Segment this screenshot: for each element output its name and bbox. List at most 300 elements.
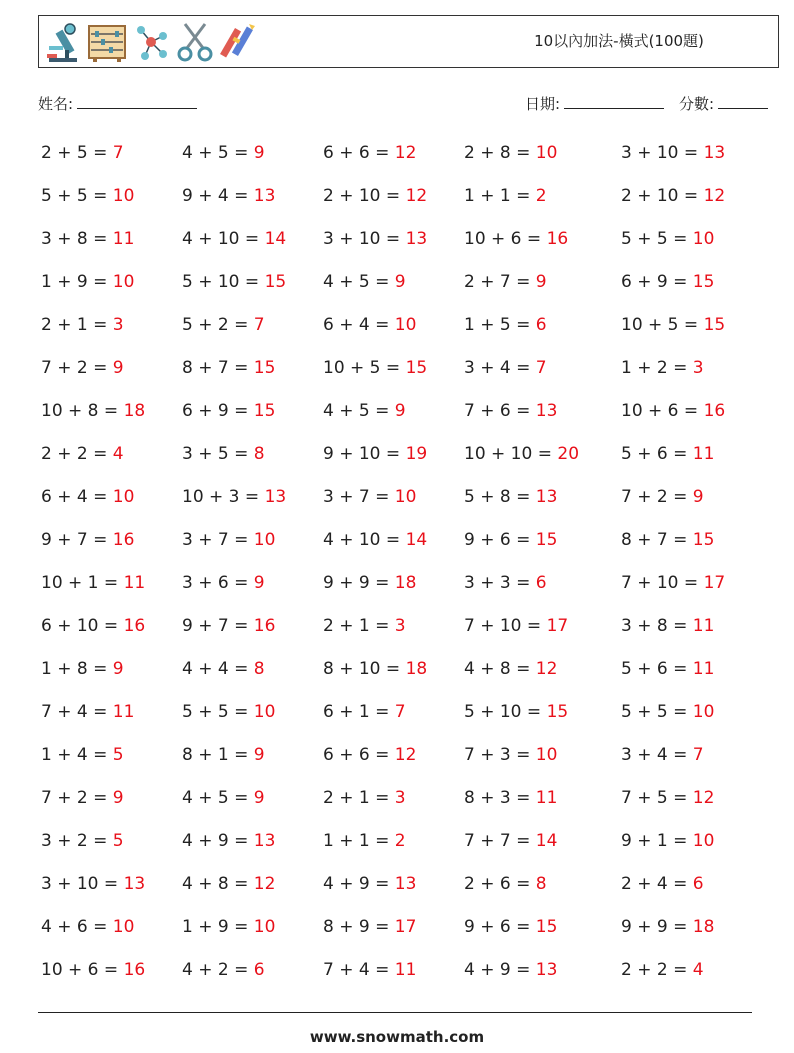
problem-answer: 18: [692, 917, 715, 937]
problem-answer: 11: [692, 659, 715, 679]
problem-item: [323, 917, 416, 937]
problem-item: [323, 358, 427, 378]
problem-question: 3 + 4 =: [621, 745, 693, 765]
problem-answer: 5: [112, 745, 124, 765]
problem-answer: 14: [535, 831, 558, 851]
problem-question: 3 + 10 =: [323, 229, 406, 249]
problem-question: 1 + 5 =: [464, 315, 536, 335]
problem-item: [323, 186, 427, 206]
problem-question: 10 + 5 =: [323, 358, 406, 378]
problem-answer: 8: [253, 659, 265, 679]
problem-question: 4 + 9 =: [323, 874, 395, 894]
problem-answer: 10: [692, 702, 715, 722]
problem-question: 2 + 2 =: [621, 960, 693, 980]
problem-answer: 13: [123, 874, 146, 894]
problem-question: 1 + 4 =: [41, 745, 113, 765]
problem-question: 8 + 7 =: [621, 530, 693, 550]
problem-answer: 18: [405, 659, 428, 679]
problem-item: [182, 315, 265, 335]
problem-answer: 17: [394, 917, 417, 937]
date-label: 日期:: [525, 95, 561, 113]
problem-answer: 4: [692, 960, 704, 980]
problem-answer: 11: [394, 960, 417, 980]
problem-question: 4 + 10 =: [323, 530, 406, 550]
problem-question: 2 + 10 =: [621, 186, 704, 206]
problem-answer: 10: [692, 229, 715, 249]
problem-item: [182, 358, 275, 378]
problem-question: 9 + 4 =: [182, 186, 254, 206]
problem-item: [621, 573, 725, 593]
problem-question: 5 + 5 =: [182, 702, 254, 722]
problem-question: 4 + 10 =: [182, 229, 265, 249]
problem-question: 5 + 5 =: [41, 186, 113, 206]
problem-item: [41, 788, 124, 808]
problem-item: [41, 917, 134, 937]
problem-answer: 18: [394, 573, 417, 593]
problem-answer: 12: [692, 788, 715, 808]
problem-item: [182, 659, 265, 679]
problem-question: 5 + 2 =: [182, 315, 254, 335]
problem-question: 4 + 8 =: [182, 874, 254, 894]
problem-item: [464, 573, 547, 593]
problem-question: 1 + 1 =: [464, 186, 536, 206]
problem-answer: 13: [535, 960, 558, 980]
problem-answer: 7: [253, 315, 265, 335]
problem-answer: 15: [692, 272, 715, 292]
problem-item: [41, 530, 134, 550]
problem-item: [182, 874, 275, 894]
problem-answer: 3: [394, 616, 406, 636]
problem-item: [323, 401, 406, 421]
problem-question: 5 + 8 =: [464, 487, 536, 507]
problem-question: 8 + 9 =: [323, 917, 395, 937]
problem-answer: 12: [394, 143, 417, 163]
problem-item: [621, 315, 725, 335]
problem-question: 2 + 1 =: [323, 788, 395, 808]
problem-item: [621, 831, 714, 851]
problem-item: [182, 917, 275, 937]
problem-item: [464, 960, 557, 980]
problem-answer: 11: [692, 616, 715, 636]
problem-question: 8 + 10 =: [323, 659, 406, 679]
problem-question: 10 + 1 =: [41, 573, 124, 593]
problem-question: 1 + 1 =: [323, 831, 395, 851]
problem-answer: 15: [405, 358, 428, 378]
problem-answer: 10: [112, 272, 135, 292]
problem-item: [323, 444, 427, 464]
problem-item: [621, 186, 725, 206]
problem-question: 4 + 5 =: [323, 401, 395, 421]
problem-item: [621, 960, 704, 980]
problem-answer: 3: [394, 788, 406, 808]
problem-question: 6 + 6 =: [323, 143, 395, 163]
problem-answer: 13: [703, 143, 726, 163]
problem-question: 7 + 2 =: [621, 487, 693, 507]
problem-answer: 14: [264, 229, 287, 249]
problem-answer: 13: [253, 831, 276, 851]
problem-answer: 16: [112, 530, 135, 550]
problem-item: [41, 487, 134, 507]
problem-item: [621, 358, 704, 378]
problem-answer: 15: [264, 272, 287, 292]
problem-answer: 11: [112, 229, 135, 249]
problem-item: [464, 788, 557, 808]
problem-question: 2 + 1 =: [323, 616, 395, 636]
problem-item: [621, 659, 714, 679]
problem-answer: 20: [557, 444, 580, 464]
problem-question: 2 + 4 =: [621, 874, 693, 894]
footer-site: www.snowmath.com: [309, 1028, 485, 1046]
problem-question: 3 + 5 =: [182, 444, 254, 464]
problem-answer: 6: [535, 573, 547, 593]
problem-item: [621, 487, 704, 507]
problem-question: 3 + 7 =: [323, 487, 395, 507]
problem-answer: 6: [253, 960, 265, 980]
problem-item: [323, 143, 416, 163]
problem-item: [182, 702, 275, 722]
problem-item: [182, 143, 265, 163]
problem-answer: 13: [264, 487, 287, 507]
problem-question: 2 + 5 =: [41, 143, 113, 163]
problem-question: 7 + 3 =: [464, 745, 536, 765]
problem-question: 9 + 7 =: [41, 530, 113, 550]
problem-answer: 15: [546, 702, 569, 722]
problem-answer: 8: [535, 874, 547, 894]
problem-item: [182, 272, 286, 292]
problem-answer: 3: [692, 358, 704, 378]
problem-answer: 16: [123, 616, 146, 636]
problem-question: 2 + 10 =: [323, 186, 406, 206]
problem-answer: 16: [123, 960, 146, 980]
problem-item: [323, 960, 416, 980]
problem-question: 4 + 2 =: [182, 960, 254, 980]
problem-item: [621, 143, 725, 163]
problem-question: 3 + 4 =: [464, 358, 536, 378]
problem-question: 7 + 2 =: [41, 788, 113, 808]
header-icons: [43, 20, 259, 64]
problem-answer: 9: [394, 272, 406, 292]
problem-answer: 10: [112, 487, 135, 507]
problem-item: [464, 616, 568, 636]
problem-answer: 13: [405, 229, 428, 249]
problem-answer: 17: [703, 573, 726, 593]
problem-question: 9 + 6 =: [464, 917, 536, 937]
problem-item: [41, 745, 124, 765]
problem-item: [182, 788, 265, 808]
date-field: [525, 93, 664, 114]
molecule-icon: [131, 20, 171, 64]
problem-answer: 10: [253, 702, 276, 722]
problem-item: [182, 960, 265, 980]
problem-answer: 9: [253, 573, 265, 593]
problem-item: [323, 831, 406, 851]
problem-answer: 11: [535, 788, 558, 808]
problem-item: [621, 788, 714, 808]
problem-item: [41, 960, 145, 980]
problem-item: [464, 917, 557, 937]
problem-answer: 11: [692, 444, 715, 464]
problem-answer: 10: [394, 487, 417, 507]
problem-item: [41, 401, 145, 421]
problem-answer: 4: [112, 444, 124, 464]
problem-question: 8 + 7 =: [182, 358, 254, 378]
problem-question: 6 + 1 =: [323, 702, 395, 722]
problem-item: [621, 745, 704, 765]
problem-question: 6 + 9 =: [621, 272, 693, 292]
problem-question: 1 + 9 =: [41, 272, 113, 292]
problem-answer: 9: [692, 487, 704, 507]
problem-item: [323, 487, 416, 507]
problem-answer: 9: [253, 143, 265, 163]
problem-question: 6 + 6 =: [323, 745, 395, 765]
problem-answer: 11: [112, 702, 135, 722]
problem-item: [182, 487, 286, 507]
problem-question: 4 + 5 =: [182, 143, 254, 163]
problem-item: [464, 444, 579, 464]
problem-question: 10 + 10 =: [464, 444, 558, 464]
problem-question: 8 + 1 =: [182, 745, 254, 765]
problem-item: [182, 530, 275, 550]
problem-question: 3 + 3 =: [464, 573, 536, 593]
problem-question: 4 + 8 =: [464, 659, 536, 679]
problem-question: 4 + 5 =: [323, 272, 395, 292]
problem-question: 3 + 8 =: [621, 616, 693, 636]
problem-question: 10 + 6 =: [621, 401, 704, 421]
problem-answer: 9: [112, 358, 124, 378]
problem-question: 6 + 4 =: [323, 315, 395, 335]
problem-answer: 2: [535, 186, 547, 206]
problem-item: [464, 143, 557, 163]
problem-item: [464, 530, 557, 550]
problem-answer: 10: [253, 917, 276, 937]
problem-question: 2 + 7 =: [464, 272, 536, 292]
problem-item: [182, 616, 275, 636]
problem-answer: 12: [394, 745, 417, 765]
problem-question: 8 + 3 =: [464, 788, 536, 808]
problem-item: [41, 831, 124, 851]
problem-answer: 10: [112, 917, 135, 937]
problem-question: 3 + 10 =: [621, 143, 704, 163]
problem-item: [41, 444, 124, 464]
problem-question: 4 + 5 =: [182, 788, 254, 808]
problem-answer: 3: [112, 315, 124, 335]
problem-answer: 15: [703, 315, 726, 335]
problem-item: [41, 874, 145, 894]
problem-answer: 16: [546, 229, 569, 249]
problem-item: [621, 444, 714, 464]
problem-answer: 10: [112, 186, 135, 206]
problem-question: 4 + 9 =: [464, 960, 536, 980]
problem-answer: 7: [394, 702, 406, 722]
worksheet-header: [38, 15, 779, 68]
problem-question: 2 + 8 =: [464, 143, 536, 163]
problem-question: 3 + 8 =: [41, 229, 113, 249]
problem-item: [323, 272, 406, 292]
problem-answer: 14: [405, 530, 428, 550]
problem-answer: 13: [394, 874, 417, 894]
problem-question: 6 + 10 =: [41, 616, 124, 636]
microscope-icon: [43, 20, 83, 64]
problem-answer: 15: [253, 358, 276, 378]
problem-question: 7 + 10 =: [621, 573, 704, 593]
problem-answer: 9: [394, 401, 406, 421]
problem-question: 4 + 9 =: [182, 831, 254, 851]
problem-question: 9 + 9 =: [323, 573, 395, 593]
score-blank: [718, 95, 768, 109]
problem-item: [621, 702, 714, 722]
problem-item: [323, 315, 416, 335]
problem-answer: 13: [535, 487, 558, 507]
problem-answer: 15: [253, 401, 276, 421]
problem-item: [182, 831, 275, 851]
scissors-icon: [175, 20, 215, 64]
problem-item: [41, 315, 124, 335]
problem-item: [464, 315, 547, 335]
problem-item: [323, 573, 416, 593]
problem-question: 2 + 2 =: [41, 444, 113, 464]
problem-item: [464, 358, 547, 378]
problem-item: [464, 831, 557, 851]
problem-question: 10 + 5 =: [621, 315, 704, 335]
problem-answer: 15: [692, 530, 715, 550]
problem-question: 10 + 8 =: [41, 401, 124, 421]
problem-question: 7 + 10 =: [464, 616, 547, 636]
problem-item: [41, 573, 145, 593]
problem-question: 1 + 2 =: [621, 358, 693, 378]
problem-item: [323, 530, 427, 550]
date-blank: [564, 95, 664, 109]
problem-question: 3 + 10 =: [41, 874, 124, 894]
problem-question: 7 + 4 =: [41, 702, 113, 722]
problem-question: 5 + 5 =: [621, 702, 693, 722]
problem-answer: 8: [253, 444, 265, 464]
problem-item: [323, 745, 416, 765]
problem-question: 5 + 6 =: [621, 659, 693, 679]
problem-item: [323, 788, 406, 808]
problem-item: [41, 659, 124, 679]
problem-answer: 7: [535, 358, 547, 378]
problem-item: [182, 745, 265, 765]
problem-answer: 13: [253, 186, 276, 206]
problem-item: [464, 401, 557, 421]
problem-item: [323, 616, 406, 636]
problem-question: 3 + 2 =: [41, 831, 113, 851]
problem-answer: 15: [535, 530, 558, 550]
problem-question: 9 + 9 =: [621, 917, 693, 937]
problem-item: [182, 186, 275, 206]
problem-question: 2 + 1 =: [41, 315, 113, 335]
problem-item: [182, 573, 265, 593]
problem-answer: 5: [112, 831, 124, 851]
problem-answer: 12: [535, 659, 558, 679]
problem-item: [621, 917, 714, 937]
problem-question: 9 + 6 =: [464, 530, 536, 550]
problem-answer: 9: [535, 272, 547, 292]
problem-item: [182, 229, 286, 249]
problem-item: [464, 229, 568, 249]
abacus-icon: [87, 20, 127, 64]
problem-question: 9 + 7 =: [182, 616, 254, 636]
problem-question: 9 + 10 =: [323, 444, 406, 464]
problem-item: [41, 358, 124, 378]
problem-answer: 11: [123, 573, 146, 593]
problem-answer: 12: [405, 186, 428, 206]
problem-question: 7 + 6 =: [464, 401, 536, 421]
problem-question: 2 + 6 =: [464, 874, 536, 894]
problem-item: [464, 186, 547, 206]
problem-answer: 10: [253, 530, 276, 550]
problem-item: [41, 616, 145, 636]
problem-item: [41, 143, 124, 163]
problem-answer: 12: [253, 874, 276, 894]
problem-item: [464, 874, 547, 894]
problem-answer: 10: [535, 143, 558, 163]
problem-question: 7 + 2 =: [41, 358, 113, 378]
problem-answer: 7: [692, 745, 704, 765]
problem-question: 7 + 7 =: [464, 831, 536, 851]
problem-answer: 16: [253, 616, 276, 636]
problem-answer: 17: [546, 616, 569, 636]
problem-question: 5 + 6 =: [621, 444, 693, 464]
problem-answer: 9: [253, 788, 265, 808]
problem-question: 10 + 6 =: [41, 960, 124, 980]
problem-item: [621, 616, 714, 636]
problem-answer: 12: [703, 186, 726, 206]
problem-item: [41, 229, 134, 249]
worksheet-title: 10以內加法-橫式(100題): [534, 32, 704, 50]
problem-question: 3 + 7 =: [182, 530, 254, 550]
problem-answer: 6: [535, 315, 547, 335]
problem-answer: 6: [692, 874, 704, 894]
problem-item: [464, 745, 557, 765]
problem-item: [182, 444, 265, 464]
problem-question: 5 + 10 =: [182, 272, 265, 292]
problem-question: 6 + 9 =: [182, 401, 254, 421]
problem-item: [621, 272, 714, 292]
name-label: 姓名:: [38, 95, 74, 113]
problem-item: [464, 659, 557, 679]
name-blank: [77, 95, 197, 109]
problem-answer: 15: [535, 917, 558, 937]
problem-answer: 10: [535, 745, 558, 765]
problem-question: 7 + 4 =: [323, 960, 395, 980]
crayons-icon: [219, 20, 259, 64]
problem-item: [464, 702, 568, 722]
problem-question: 5 + 10 =: [464, 702, 547, 722]
problem-question: 10 + 6 =: [464, 229, 547, 249]
problem-answer: 13: [535, 401, 558, 421]
problem-question: 6 + 4 =: [41, 487, 113, 507]
problem-item: [621, 401, 725, 421]
problem-answer: 9: [112, 788, 124, 808]
score-label: 分數:: [679, 95, 715, 113]
problem-answer: 10: [394, 315, 417, 335]
problem-question: 7 + 5 =: [621, 788, 693, 808]
problem-item: [323, 229, 427, 249]
problem-question: 3 + 6 =: [182, 573, 254, 593]
problem-answer: 7: [112, 143, 124, 163]
problem-question: 10 + 3 =: [182, 487, 265, 507]
problem-item: [621, 530, 714, 550]
name-field: [38, 93, 197, 114]
problem-item: [323, 702, 406, 722]
problem-answer: 19: [405, 444, 428, 464]
problem-item: [323, 874, 416, 894]
problem-question: 9 + 1 =: [621, 831, 693, 851]
problem-answer: 10: [692, 831, 715, 851]
problem-answer: 9: [253, 745, 265, 765]
problem-question: 4 + 4 =: [182, 659, 254, 679]
